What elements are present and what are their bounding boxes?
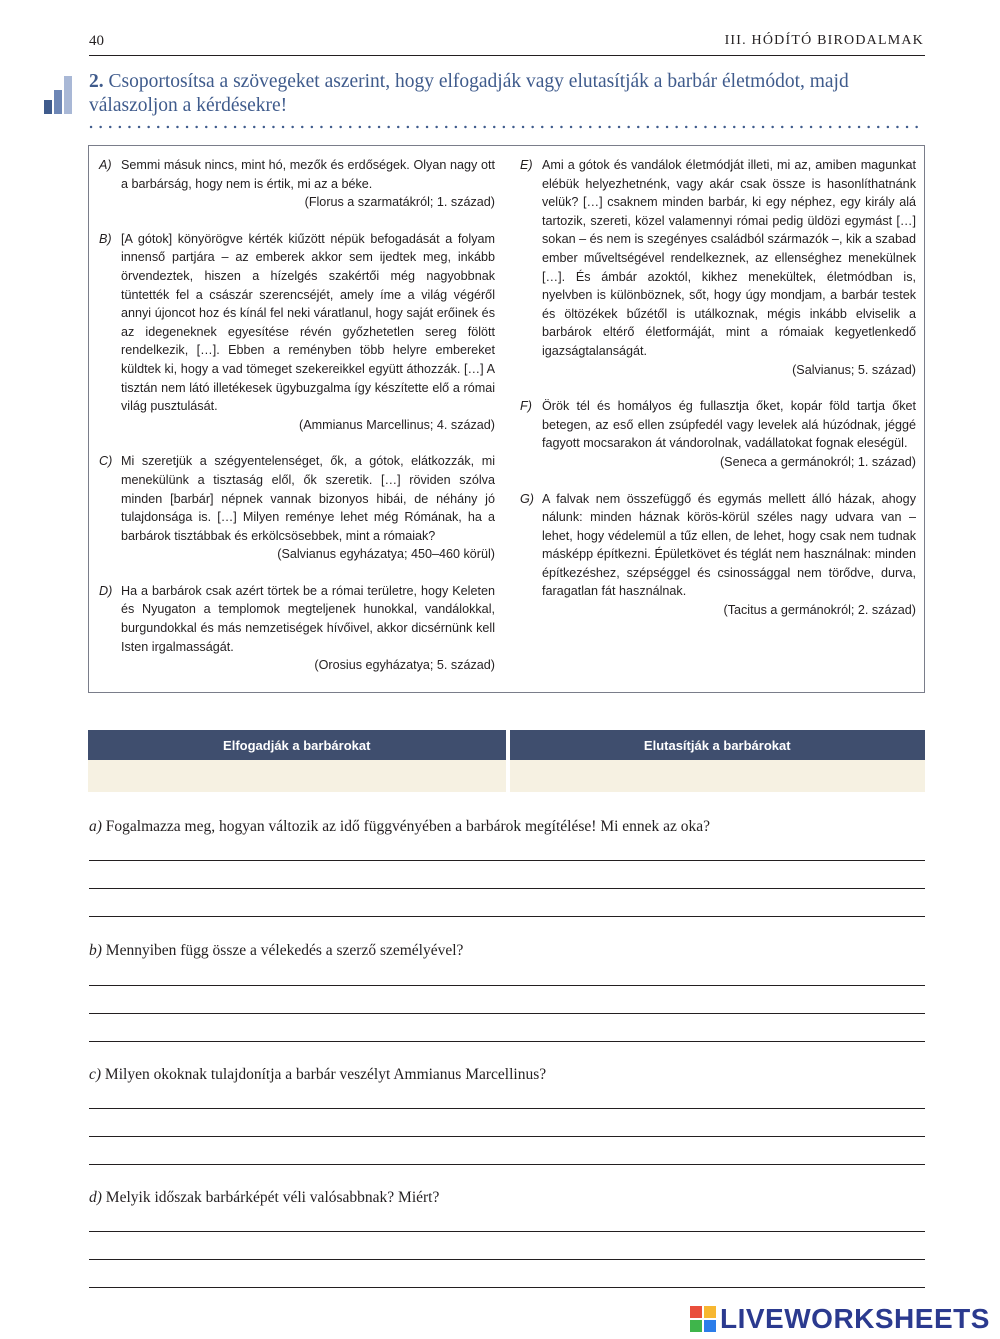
source-item: [99, 156, 495, 212]
answer-line[interactable]: [89, 985, 925, 986]
source-attribution: (Salvianus; 5. század): [792, 362, 916, 377]
question-c: [89, 1066, 925, 1084]
answer-line[interactable]: [89, 1259, 925, 1260]
source-attribution: (Florus a szarmatákról; 1. század): [304, 195, 495, 210]
source-text: Örök tél és homályos ég fullasztja őket, kopár föld tartja őket betegen, az eső ellen zsúpfedél vagy levelek alá húzódnak, jéggé fagyott mocsarakon át vándorolnak, vadállatokat fognak eleségül.: [542, 399, 916, 451]
source-letter: A): [99, 158, 112, 172]
answer-line[interactable]: [89, 888, 925, 889]
dotted-divider: [89, 121, 925, 133]
question-label: b): [89, 942, 102, 959]
liveworksheets-logo-icon: [690, 1306, 716, 1332]
task-instruction: [89, 70, 925, 118]
question-b: [89, 942, 925, 960]
source-text: A falvak nem összefüggő és egymás mellett álló házak, ahogy nálunk: minden háznak körös-körül széles nagy udvara van – lehet, hogy védelemül a tűz ellen, de lehet, hogy csak nem tudnak másképp építkezni. Épületkövet és téglát nem használnak: minden építkezéshez, szépséggel és csinossággal nem törődve, durva, faragatlan fát használnak.: [542, 491, 916, 599]
source-letter: F): [520, 399, 532, 414]
question-label: a): [89, 818, 102, 835]
header-rule: [89, 55, 925, 56]
question-d: [89, 1189, 925, 1207]
sources-left-column: [99, 156, 495, 693]
question-text: Mennyiben függ össze a vélekedés a szerző személyével?: [105, 942, 464, 959]
source-text: Mi szeretjük a szégyentelenséget, ők, a gótok, elátkozzák, mi menekülünk a tisztaság elől, ők szeretik. […] röviden szólva minden [barbár] népnek vannak bizonyos hibái, de néhány jó tulajdonsága is. […] Milyen reménye lehet még Rómának, ha a barbárok tisztábbak és erkölcsösebbek, mint a rómaiak?: [121, 454, 495, 543]
source-text: Semmi másuk nincs, mint hó, mezők és erdőségek. Olyan nagy ott a barbárság, hogy nem is értik, mi az a béke.: [121, 158, 495, 191]
source-text: Ami a gótok és vandálok életmódját illeti, mi az, amiben magunkat elébük helyezhetnénk, vagy akár csak össze is hasonlíthatnánk velük? […] csaknem minden barbár, ki egy néphez, egy király alá tartozik, szereti, közel valamennyi római pedig üldözi egymást […] sokan – és nem is szegényes családból származók –, kik a szabad ember műveltségével rendelkeznek, az ellenséghez menekülnek […]. És ámbár azoktól, kikhez menekültek, életmódban is, nyelvben is különböznek, sőt, hogy úgy mondjam, a barbár testek és öltözékek bűzétől is utálkoznak, mégis inkább elviselik a barbárok eltérő életformáját, mint a rómaiak kegyetlenkedő igazságtalanságát.: [542, 158, 916, 358]
question-label: c): [89, 1066, 102, 1083]
source-letter: C): [99, 454, 113, 469]
source-attribution: (Ammianus Marcellinus; 4. század): [299, 417, 495, 432]
source-item: [520, 156, 916, 379]
question-text: Milyen okoknak tulajdonítja a barbár veszélyt Ammianus Marcellinus?: [104, 1066, 547, 1083]
answer-line[interactable]: [89, 1041, 925, 1042]
page-number: 40: [89, 33, 104, 49]
question-a: [89, 818, 925, 836]
sources-right-column: [520, 156, 916, 638]
task-text: Csoportosítsa a szövegeket aszerint, hogy elfogadják vagy elutasítják a barbár életmódot, majd válaszoljon a kérdésekre!: [89, 71, 849, 116]
source-text: [A gótok] könyörögve kérték kiűzött népük befogadását a folyam innenső partjára – az emberek akkor sem ijedtek meg, inkább örvendeztek, hiszen a hízelgés szakértői még nagyobbnak tüntették fel a császár szerencséjét, amely íme a világ végéről annyi újoncot hoz és kínál fel neki váratlanul, hogy saját erőinek és az idegeneknek egyesítése révén győzhetetlen sereg fölött rendelkezik, […]. Ebben a reményben több helyre embereket küldtek ki, hogy a vad tömeget szekereikkel együtt áthozzák. […] A tisztán nem látó illetékesek ügybuzgalma így készítette elő a római világ pusztulását.: [121, 231, 495, 414]
answer-line[interactable]: [89, 1108, 925, 1109]
answer-line[interactable]: [89, 916, 925, 917]
grouping-table: [88, 730, 925, 792]
question-text: Melyik időszak barbárképét véli valósabbnak? Miért?: [105, 1189, 440, 1206]
source-letter: D): [99, 583, 113, 598]
source-item: [99, 582, 495, 675]
answer-line[interactable]: [89, 1287, 925, 1288]
bar-chart-icon: [44, 76, 74, 116]
source-item: [99, 452, 495, 564]
answer-line[interactable]: [89, 1136, 925, 1137]
source-text: Ha a barbárok csak azért törtek be a római területre, hogy Keleten és Nyugaton a templomok megteljenek hunokkal, vandálokkal, burgundokkal és más nemzetiségek hívőivel, akkor dicsérnünk kell Isten irgalmasságát.: [121, 583, 495, 654]
question-text: Fogalmazza meg, hogyan változik az idő függvényében a barbárok megítélése! Mi ennek az oka?: [105, 818, 711, 835]
accept-answer-cell[interactable]: [88, 760, 506, 792]
chapter-title: III. HÓDÍTÓ BIRODALMAK: [724, 33, 924, 48]
source-attribution: (Orosius egyházatya; 5. század): [314, 658, 495, 673]
source-item: [520, 490, 916, 620]
source-letter: G): [520, 491, 534, 506]
answer-line[interactable]: [89, 1164, 925, 1165]
reject-answer-cell[interactable]: [510, 760, 926, 792]
task-number: 2.: [89, 71, 104, 92]
question-label: d): [89, 1189, 102, 1206]
source-item: [99, 230, 495, 435]
source-attribution: (Seneca a germánokról; 1. század): [719, 454, 916, 469]
brand-name: LIVEWORKSHEETS: [720, 1303, 990, 1334]
source-letter: B): [99, 231, 112, 246]
source-item: [520, 397, 916, 471]
sources-box: [88, 145, 925, 693]
answer-line[interactable]: [89, 860, 925, 861]
table-header-reject: Elutasítják a barbárokat: [510, 730, 926, 760]
source-attribution: (Tacitus a germánokról; 2. század): [723, 603, 916, 618]
answer-line[interactable]: [89, 1013, 925, 1014]
liveworksheets-logo: [690, 1303, 990, 1333]
table-header-accept: Elfogadják a barbárokat: [88, 730, 506, 760]
answer-line[interactable]: [89, 1231, 925, 1232]
source-attribution: (Salvianus egyházatya; 450–460 körül): [277, 547, 495, 562]
source-letter: E): [520, 158, 533, 172]
